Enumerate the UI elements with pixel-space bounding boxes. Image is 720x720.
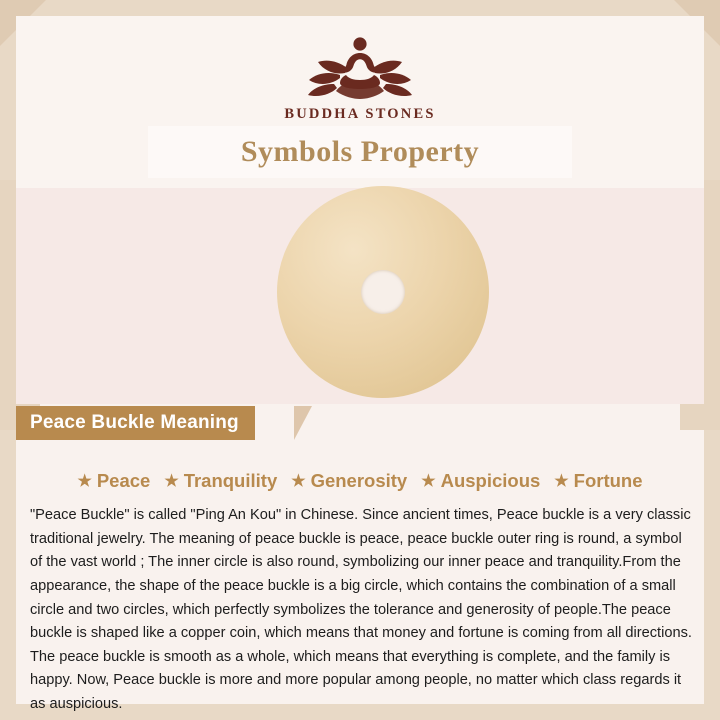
peace-buckle-disc-image — [277, 186, 489, 398]
header-section — [16, 16, 704, 188]
keyword-list — [28, 470, 692, 492]
page-title: Symbols Property — [240, 135, 480, 168]
page-title-bar — [148, 126, 572, 178]
keyword-label: Auspicious — [440, 470, 541, 491]
section-ribbon — [16, 406, 255, 440]
keyword-label: Peace — [96, 470, 151, 491]
star-icon: ★ — [77, 473, 92, 490]
keyword-item-tranquility — [164, 470, 277, 492]
keyword-label: Tranquility — [183, 470, 278, 491]
ribbon-label: Peace Buckle Meaning — [30, 412, 239, 433]
description-paragraph: "Peace Buckle" is called "Ping An Kou" in Chinese. Since ancient times, Peace buckle is a very classic traditional jewelry. The meaning of peace buckle is peace, peace buckle outer ring is round, a symbol of the vast world ; The inner circle is also round, symbolizing our inner peace and tranquility.From the appearance, the shape of the peace buckle is a big circle, which contains the combination of a small circle and two circles, which perfectly symbolizes the tolerance and generosity of people.The peace buckle is shaped like a copper coin, which means that money and fortune is coming from all directions. The peace buckle is smooth as a whole, which means that everything is complete, and the family is happy. Now, Peace buckle is more and more popular among people, no matter which class regards it as auspicious. — [30, 507, 692, 713]
star-icon: ★ — [164, 473, 179, 490]
keyword-item-generosity — [291, 470, 407, 492]
star-icon: ★ — [291, 473, 306, 490]
brand-name: BUDDHA STONES — [284, 106, 436, 122]
keyword-label: Generosity — [310, 470, 408, 491]
star-icon: ★ — [554, 473, 569, 490]
star-icon: ★ — [421, 473, 436, 490]
lotus-meditation-figure-icon — [16, 30, 704, 104]
keyword-label: Fortune — [573, 470, 643, 491]
keyword-item-peace — [78, 470, 151, 492]
ribbon-tail — [294, 406, 312, 440]
keyword-item-fortune — [554, 470, 642, 492]
keyword-item-auspicious — [421, 470, 540, 492]
disc-center-hole — [361, 270, 405, 314]
brand-logo — [16, 30, 704, 123]
